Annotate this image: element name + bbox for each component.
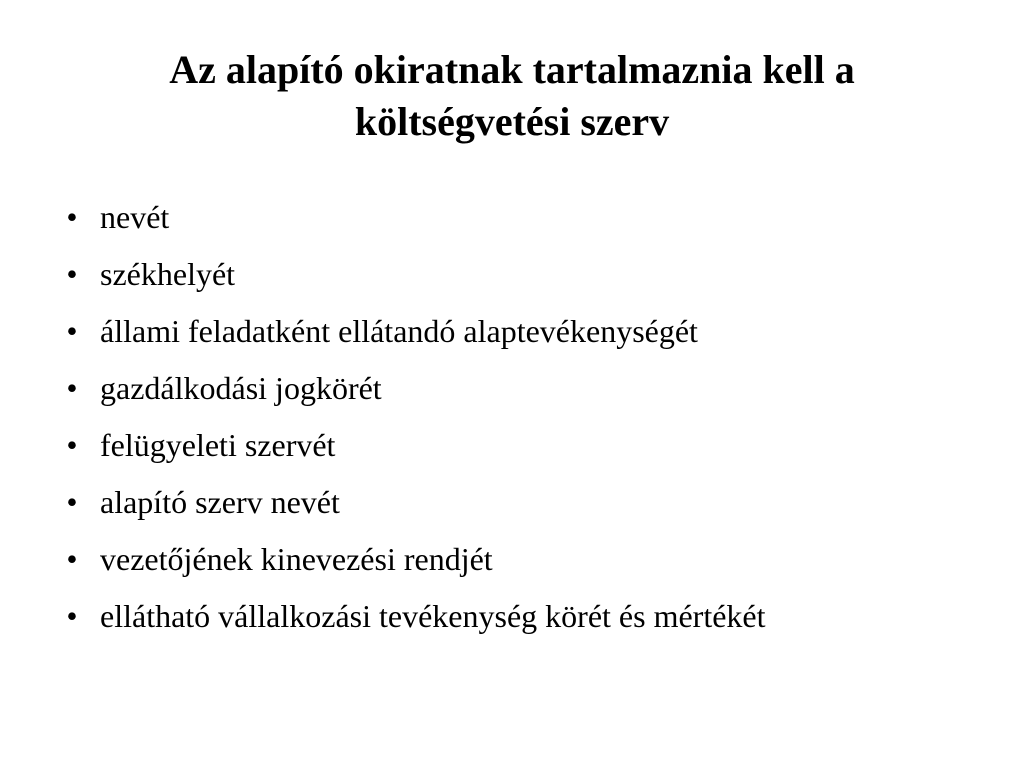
bullet-item-alapito-szerv-nevet (62, 474, 982, 531)
bullet-text: ellátható vállalkozási tevékenység körét és mértékét (100, 598, 766, 634)
bullet-text: gazdálkodási jogkörét (100, 370, 382, 406)
bullet-dot-icon: • (66, 256, 78, 292)
bullet-dot-icon: • (66, 199, 78, 235)
title-line-1: Az alapító okiratnak tartalmaznia kell a (169, 47, 855, 92)
bullet-text: felügyeleti szervét (100, 427, 336, 463)
bullet-list (62, 189, 982, 645)
bullet-item-nevet (62, 189, 982, 246)
bullet-dot-icon: • (66, 313, 78, 349)
bullet-item-vallalkozasi-tevekenyseg (62, 588, 982, 645)
bullet-dot-icon: • (66, 541, 78, 577)
bullet-item-kinevezesi-rendjet (62, 531, 982, 588)
bullet-item-szekhelyet (62, 246, 982, 303)
bullet-text: állami feladatként ellátandó alaptevékenységét (100, 313, 698, 349)
bullet-item-gazdalkodasi-jogkoret (62, 360, 982, 417)
slide-title (60, 44, 964, 148)
bullet-text: vezetőjének kinevezési rendjét (100, 541, 493, 577)
bullet-item-felugyeleti-szervet (62, 417, 982, 474)
bullet-dot-icon: • (66, 427, 78, 463)
title-line-2: költségvetési szerv (354, 99, 670, 144)
bullet-text: alapító szerv nevét (100, 484, 340, 520)
bullet-text: székhelyét (100, 256, 236, 292)
bullet-text: nevét (100, 199, 170, 235)
bullet-item-alaptevekenyseget (62, 303, 982, 360)
bullet-dot-icon: • (66, 484, 78, 520)
bullet-dot-icon: • (66, 598, 78, 634)
bullet-dot-icon: • (66, 370, 78, 406)
